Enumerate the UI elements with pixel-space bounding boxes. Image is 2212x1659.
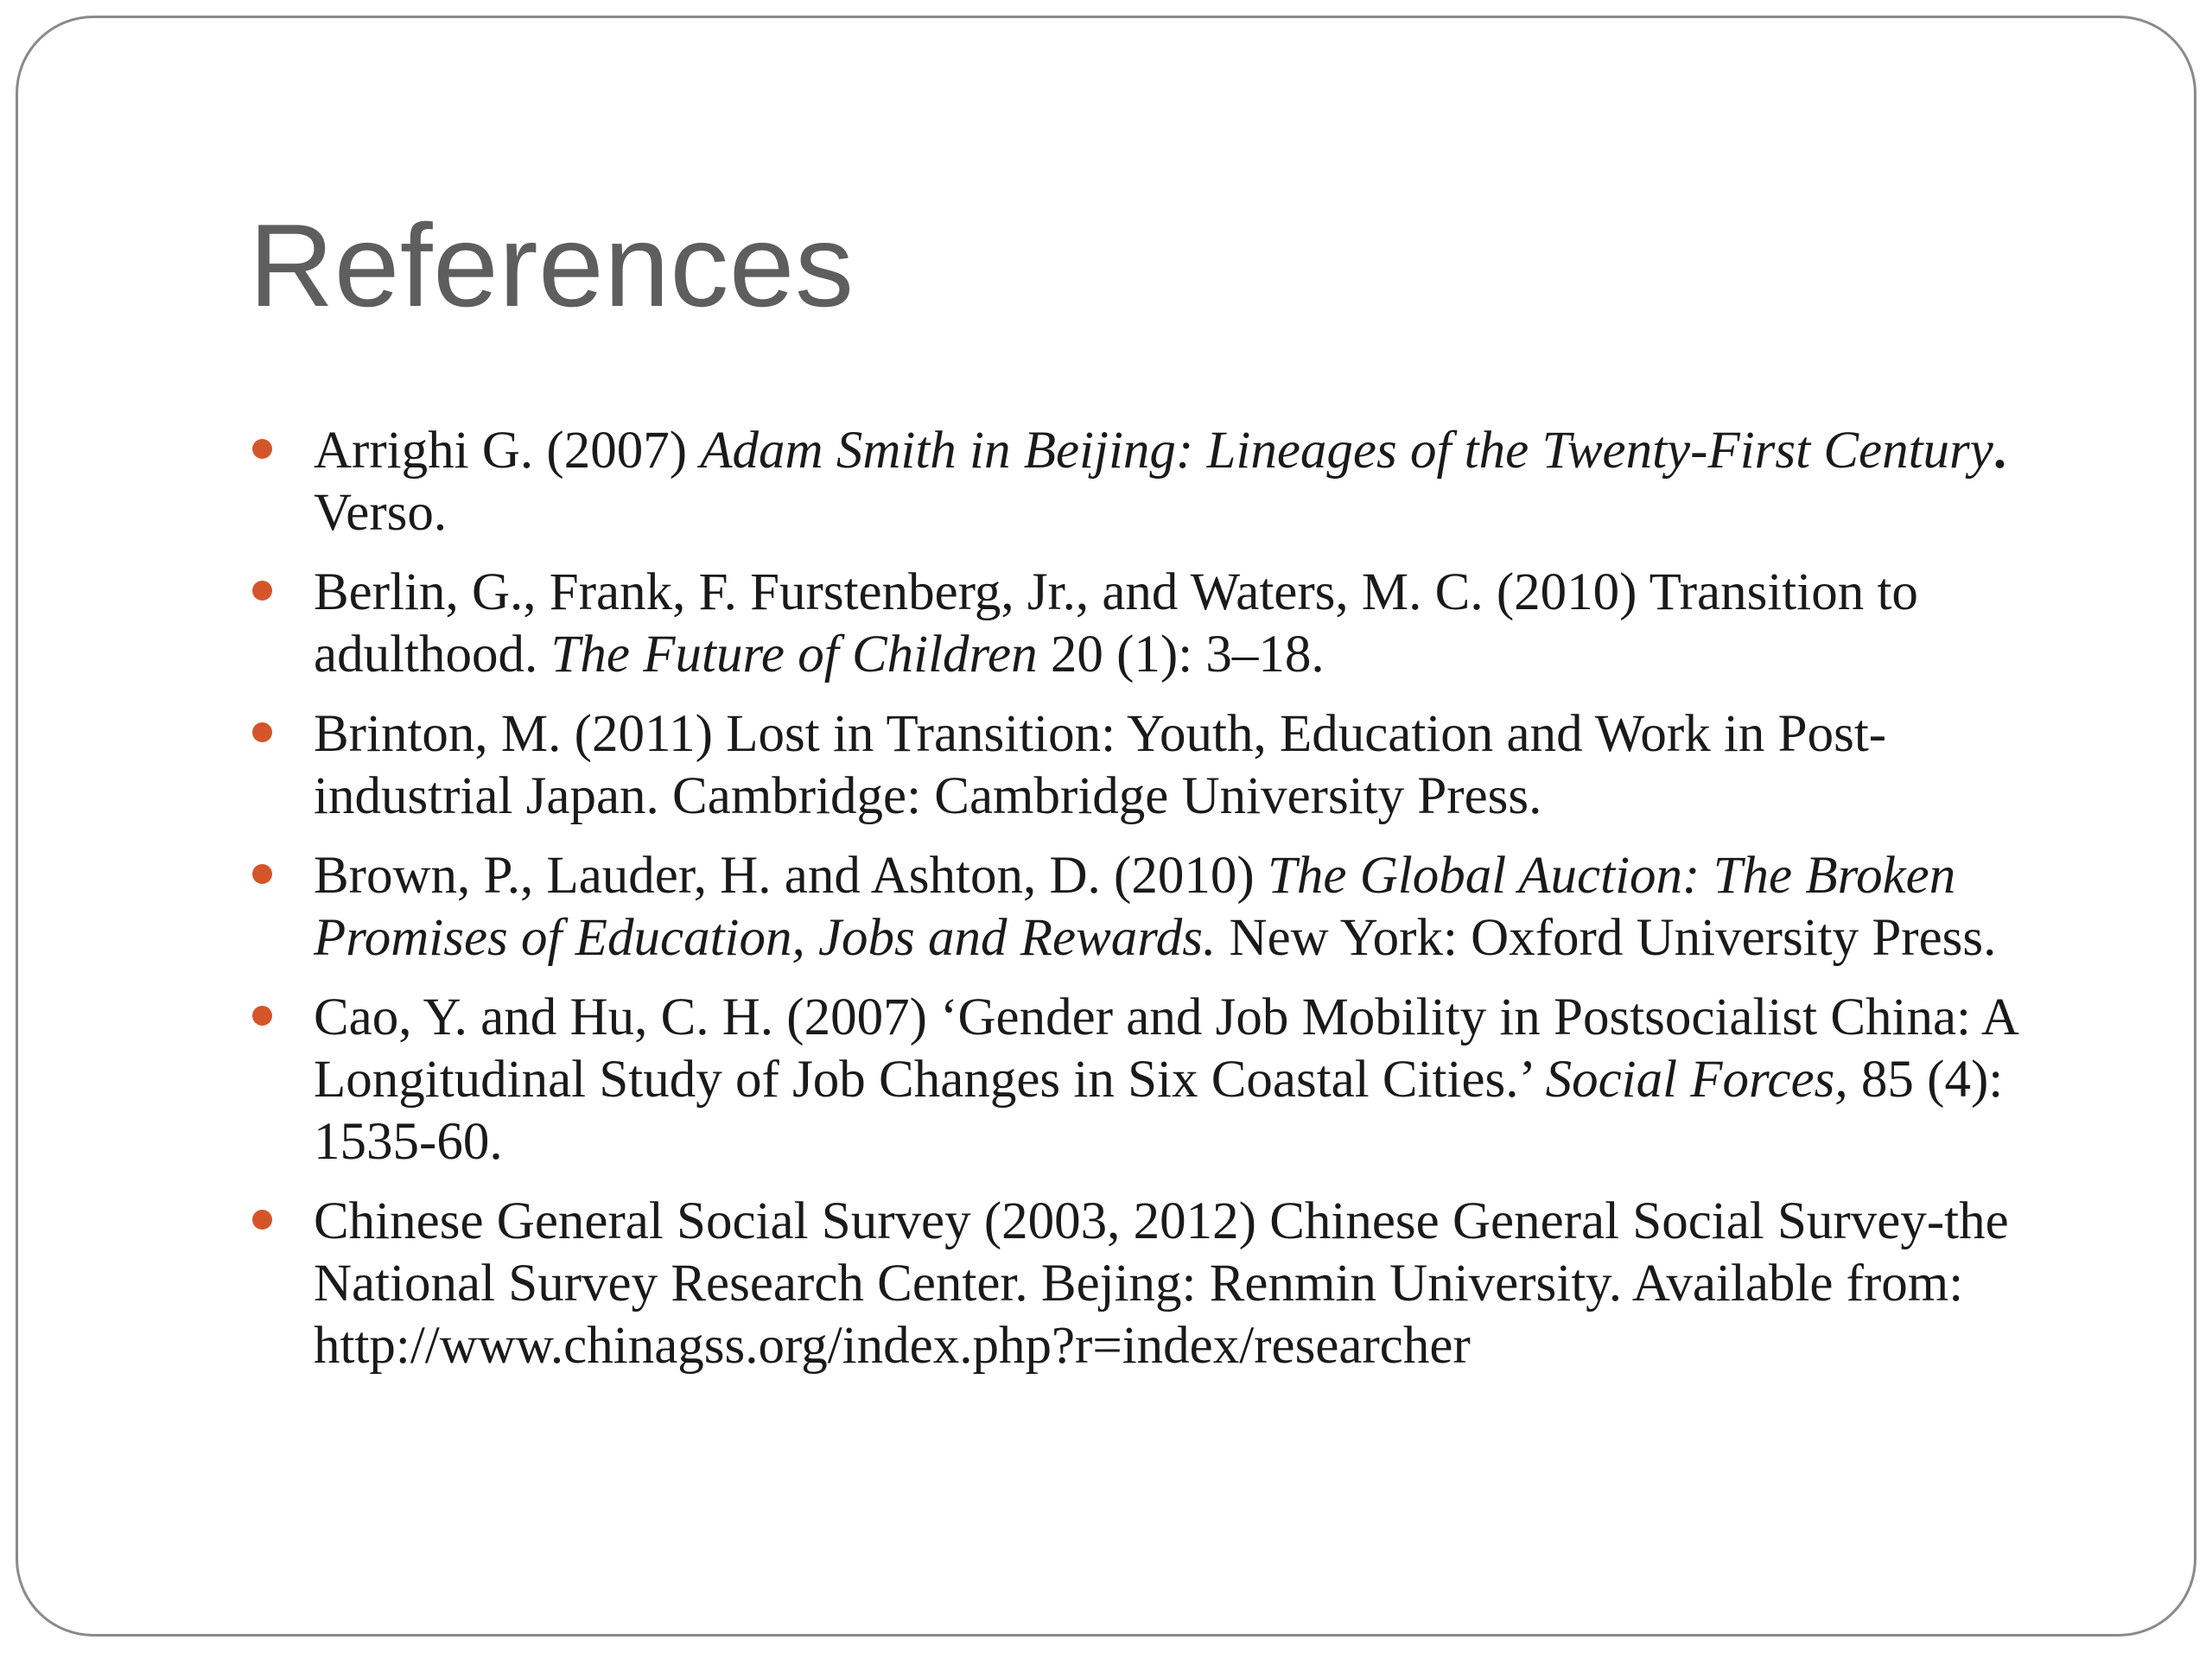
bullet-dot-icon <box>252 439 272 459</box>
reference-item <box>249 703 2072 828</box>
bullet-dot-icon <box>252 581 272 601</box>
reference-list <box>249 420 2072 1395</box>
bullet-dot-icon <box>252 1210 272 1230</box>
reference-text-segment: 20 (1): 3–18. <box>1037 626 1325 683</box>
reference-text-segment: Brown, P., Lauder, H. and Ashton, D. (2010) <box>314 847 1268 905</box>
reference-text-segment: Berlin, G., Frank, F. Furstenberg, Jr., and Waters, M. C. (2010) Transition to adulthood. <box>314 563 1918 683</box>
reference-item <box>249 987 2072 1173</box>
reference-text-segment: The Future of Children <box>550 626 1038 683</box>
reference-item <box>249 1191 2072 1377</box>
bullet-dot-icon <box>252 1006 272 1026</box>
bullet-dot-icon <box>252 722 272 742</box>
reference-item <box>249 845 2072 969</box>
reference-text-segment: Brinton, M. (2011) Lost in Transition: Youth, Education and Work in Post-industrial Japan. Cambridge: Cambridge University Press. <box>314 705 1887 825</box>
reference-text-segment: Arrighi G. (2007) <box>314 422 701 480</box>
reference-text-segment: New York: Oxford University Press. <box>1216 909 1997 967</box>
reference-text-segment: Verso. <box>314 484 448 542</box>
reference-text-segment: Cao, Y. and Hu, C. H. (2007) ‘Gender and Job Mobility in Postsocialist China: A Longitudinal Study of Job Changes in Six Coastal Cities.’ <box>314 988 2017 1109</box>
reference-text-segment: 85 (4): 1535-60. <box>314 1051 2004 1171</box>
reference-item <box>249 420 2072 544</box>
reference-text-segment: The Global Auction: The Broken Promises of Education, Jobs and Rewards. <box>314 847 1956 967</box>
reference-text-segment: Social Forces, <box>1545 1051 1848 1109</box>
bullet-dot-icon <box>252 864 272 884</box>
reference-text-segment: Chinese General Social Survey (2003, 2012) Chinese General Social Survey-the National Survey Research Center. Bejing: Renmin University. Available from: http://www.chinagss.org/index.php?r=index/researcher <box>314 1192 2009 1375</box>
reference-item <box>249 562 2072 686</box>
slide-title: References <box>249 200 855 331</box>
slide <box>16 16 2196 1637</box>
reference-text-segment: Adam Smith in Beijing: Lineages of the Twenty-First Century <box>700 422 1993 480</box>
reference-text-segment: . <box>1993 422 2007 480</box>
